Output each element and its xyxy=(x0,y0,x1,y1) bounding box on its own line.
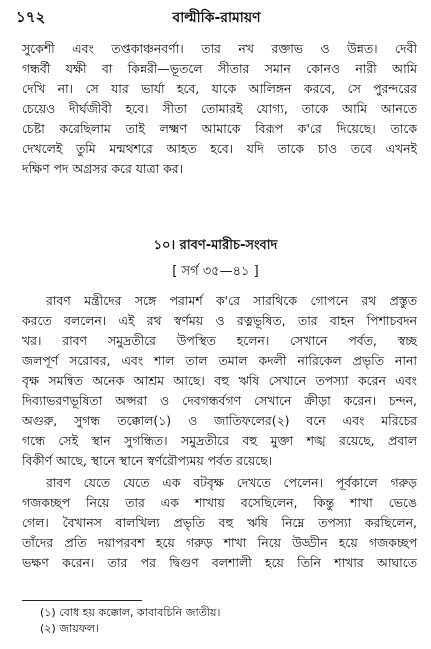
text-line: চেষ্টা করেছিলাম তাই লক্ষ্মণ আমাকে বিরূপ ক'রে দিয়েছে। তাকে xyxy=(22,121,417,136)
text-line: রাবণ যেতে যেতে এক বটবৃক্ষ দেখতে পেলেন। পূর্বকালে গরুড় xyxy=(46,475,417,490)
page-number: ১৭২ xyxy=(16,8,46,26)
chapter-title: ১০। রাবণ-মারীচ-সংবাদ xyxy=(153,238,278,253)
text-line: জলপূর্ণ সরোবর, এবং শাল তাল তমাল কদলী নারিকেল প্রভৃতি নানা xyxy=(22,353,417,368)
running-title: বাল্মীকি-রামায়ণ xyxy=(172,10,261,26)
footnote-divider xyxy=(22,600,142,601)
text-line: করতে বললেন। এই রথ স্বর্ণময় ও রত্নভূষিত, তার বাহন পিশাচবদন xyxy=(22,313,417,328)
verse-range: [ সর্গ ৩৫—৪১ ] xyxy=(172,264,259,279)
text-line: দেখি না। সে যার ভার্যা হবে, যাকে আলিঙ্গন করবে, সে পুরন্দরের xyxy=(22,81,417,96)
footnote: (১) বোধ হয় কক্কোল, কাবাবচিনি জাতীয়। xyxy=(40,606,221,619)
text-line: সুকেশী এবং তপ্তকাঞ্চনবর্ণা। তার নখ রক্তাভ ও উন্নত। দেবী xyxy=(22,41,417,56)
text-line: গেল। বৈখানস বালখিল্য প্রভৃতি বহু ঋষি নিম্নে তপস্যা করছিলেন, xyxy=(22,515,417,530)
text-line: তাঁদের প্রতি দয়াপরবশ হয়ে গরুড় শাখা নিয়ে উড্ডীন হয়ে গজকচ্ছপ xyxy=(22,535,417,550)
text-line: বিকীর্ণ আছে, স্থানে স্থানে স্বর্ণরৌপ্যময় পর্বত রয়েছে। xyxy=(22,453,273,468)
text-line: গন্ধর্বী যক্ষী বা কিন্নরী—ভূতলে সীতার সমান কোনও নারী আমি xyxy=(22,61,417,76)
text-line: চেয়েও দীর্ঘজীবী হবে। সীতা তোমারই যোগ্য, তাকে আমি আনতে xyxy=(22,101,417,116)
text-line: গজকচ্ছপ নিয়ে তার এক শাখায় বসেছিলেন, কিন্তু শাখা ভেঙে xyxy=(22,495,417,510)
text-line: গন্ধে সেই স্থান সুগন্ধিত। সমুদ্রতীরে বহু মুক্তা শঙ্খ রয়েছে, প্রবাল xyxy=(22,433,417,448)
text-line: রাবণ মন্ত্রীদের সঙ্গে পরামর্শ ক'রে সারথিকে গোপনে রথ প্রস্তুত xyxy=(46,293,417,308)
text-line: দেখলেই তুমি মন্মথশরে আহত হবে। যদি তাকে চাও তবে এখনই xyxy=(22,141,417,156)
text-line: খর। রাবণ সমুদ্রতীরে উপস্থিত হলেন। সেখানে পর্বত, স্বচ্ছ xyxy=(22,333,417,348)
text-line: অগুরু, সুগন্ধ তক্কোল(১) ও জাতিফলের(২) বনে এবং মরিচের xyxy=(22,413,417,428)
page-header xyxy=(16,6,417,28)
text-line: দিব্যাভরণভূষিতা অপ্সরা ও দেবগন্ধর্বগণ সেখানে ক্রীড়া করেন। চন্দন, xyxy=(22,393,417,408)
text-line: বৃক্ষ সমন্বিত অনেক আশ্রম আছে। বহু ঋষি সেখানে তপস্যা করেন এবং xyxy=(22,373,417,388)
footnote: (২) জায়ফল। xyxy=(40,622,99,635)
text-line: ভক্ষণ করেন। তার পর দ্বিগুণ বলশালী হয়ে তিনি শাখার আঘাতে xyxy=(22,555,417,570)
text-line: দক্ষিণ পদ অগ্রসর করে যাত্রা কর। xyxy=(22,161,184,176)
